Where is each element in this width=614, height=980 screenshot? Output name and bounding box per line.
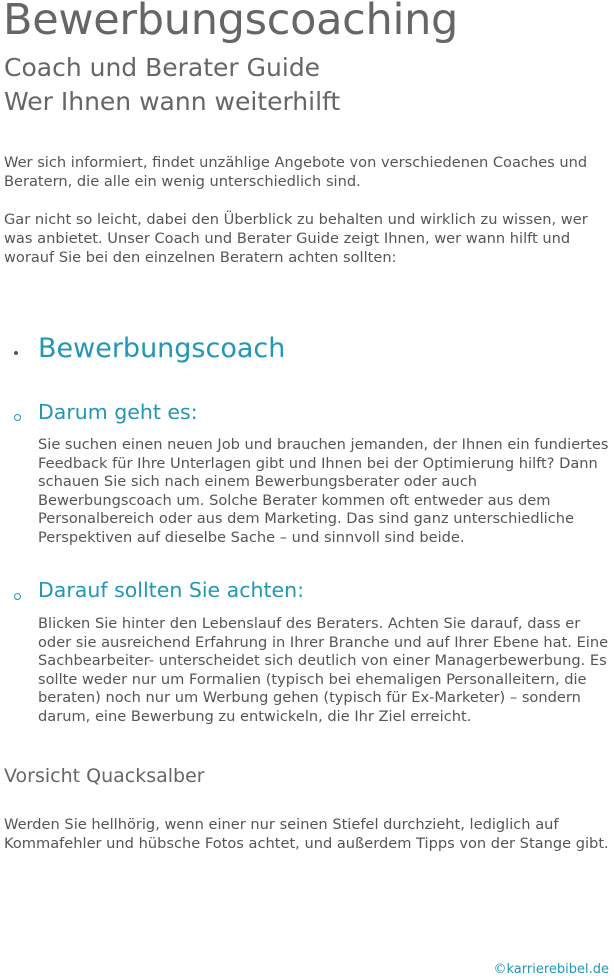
intro-paragraph: Wer sich informiert, findet unzählige Angebote von verschiedenen Coaches und Beratern, die alle ein wenig unterschiedlich sind. <box>4 154 588 190</box>
page-subtitle: Coach und Berater Guide <box>4 53 321 82</box>
subsection-heading: Darum geht es: <box>38 400 198 424</box>
section-heading: Bewerbungscoach <box>38 333 286 364</box>
page-title: Bewerbungscoaching <box>3 0 459 45</box>
subsection-text: Blicken Sie hinter den Lebenslauf des Beraters. Achten Sie darauf, dass er oder sie ausreichend Erfahrung in Ihrer Branche und auf Ihrer Ebene hat. Eine Sachbearbeiter- unterscheidet sich deutlich von einer Managerbewerbung. Es sollte weder nur um Formalien (typisch bei ehemaligen Personalleitern, die beraten) noch nur um Werbung gehen (typisch für Ex-Marketer) – sondern darum, eine Bewerbung zu entwickeln, die Ihr Ziel erreicht. <box>38 615 609 725</box>
intro-paragraph: Gar nicht so leicht, dabei den Überblick zu behalten und wirklich zu wissen, wer was anbietet. Unser Coach und Berater Guide zeigt Ihnen, wer wann hilft und worauf Sie bei den einzelnen Beratern achten sollten: <box>4 211 588 266</box>
page-subtitle-secondary: Wer Ihnen wann weiterhilft <box>4 87 341 116</box>
subsection-heading: Darauf sollten Sie achten: <box>38 578 305 602</box>
bullet-circle-icon <box>14 414 21 421</box>
copyright-link[interactable]: ©karrierebibel.de <box>493 962 609 977</box>
warning-text: Werden Sie hellhörig, wenn einer nur seinen Stiefel durchzieht, lediglich auf Kommafehler und hübsche Fotos achtet, und außerdem Tipps von der Stange gibt. <box>4 816 609 852</box>
bullet-circle-icon <box>14 593 21 600</box>
subsection-text: Sie suchen einen neuen Job und brauchen jemanden, der Ihnen ein fundiertes Feedback für Ihre Unterlagen gibt und Ihnen bei der Optimierung hilft? Dann schauen Sie sich nach einem Bewerbungsberater oder auch Bewerbungscoach um. Solche Berater kommen oft entweder aus dem Personalbereich oder aus dem Marketing. Das sind ganz unterschiedliche Perspektiven auf dieselbe Sache – und sinnvoll sind beide. <box>38 436 609 546</box>
warning-heading: Vorsicht Quacksalber <box>4 765 205 787</box>
bullet-dot-icon <box>14 351 18 355</box>
